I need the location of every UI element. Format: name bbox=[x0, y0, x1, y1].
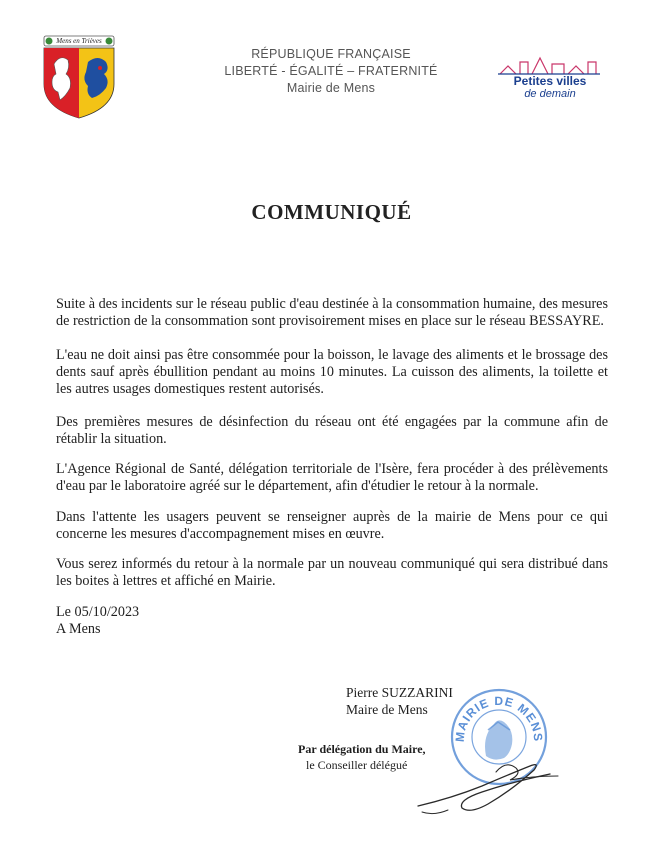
handwritten-signature bbox=[412, 746, 562, 818]
paragraph-return-normal: Vous serez informés du retour à la normale par un nouveau communiqué qui sera distribué dans les boites à lettres et affiché en Mairie. bbox=[56, 556, 608, 589]
header-block bbox=[200, 46, 462, 97]
paragraph-disinfection: Des premières mesures de désinfection du réseau ont été engagées par la commune afin de rétablir la situation. bbox=[56, 414, 608, 447]
delegation-line1: Par délégation du Maire, bbox=[298, 742, 426, 756]
logo-text-line1: Petites villes bbox=[513, 74, 587, 88]
header-motto: LIBERTÉ - ÉGALITÉ – FRATERNITÉ bbox=[224, 64, 438, 78]
page-title: COMMUNIQUÉ bbox=[251, 200, 412, 224]
crest-banner-text: Mens en Trièves bbox=[56, 37, 102, 45]
signatory-block bbox=[346, 684, 453, 718]
place-line: A Mens bbox=[56, 621, 101, 637]
paragraph-information: Dans l'attente les usagers peuvent se renseigner auprès de la mairie de Mens pour ce qui concerne les mesures d'accompagnement mises en œuvre. bbox=[56, 509, 608, 542]
delegation-line2: le Conseiller délégué bbox=[306, 758, 408, 772]
signatory-name: Pierre SUZZARINI bbox=[346, 685, 453, 700]
header-mairie: Mairie de Mens bbox=[286, 81, 376, 95]
signatory-role: Maire de Mens bbox=[346, 702, 428, 717]
logo-text-line2: de demain bbox=[524, 88, 576, 100]
paragraph-incident: Suite à des incidents sur le réseau public d'eau destinée à la consommation humaine, des mesures de restriction de la consommation sont provisoirement mises en place sur le réseau BESSAYRE. bbox=[56, 296, 608, 329]
paragraph-ars: L'Agence Régional de Santé, délégation territoriale de l'Isère, fera procéder à des prélèvements d'eau par le laboratoire agréé sur le département, afin d'étudier le retour à la normale. bbox=[56, 461, 608, 494]
petites-villes-logo bbox=[494, 52, 604, 108]
date-place-block bbox=[56, 604, 139, 638]
date-line: Le 05/10/2023 bbox=[56, 604, 140, 620]
stamp-text: MAIRIE DE MENS bbox=[452, 693, 546, 743]
paragraph-restrictions: L'eau ne doit ainsi pas être consommée pour la boisson, le lavage des aliments et le brossage des dents sauf après ébullition pendant au moins 10 minutes. La cuisson des aliments, la toilette et les autres usages domestiques restent autorisés. bbox=[56, 347, 608, 397]
delegation-block bbox=[298, 741, 426, 773]
town-skyline-icon bbox=[494, 52, 604, 76]
coat-of-arms-logo bbox=[40, 34, 118, 120]
header-republic: RÉPUBLIQUE FRANÇAISE bbox=[251, 47, 411, 61]
